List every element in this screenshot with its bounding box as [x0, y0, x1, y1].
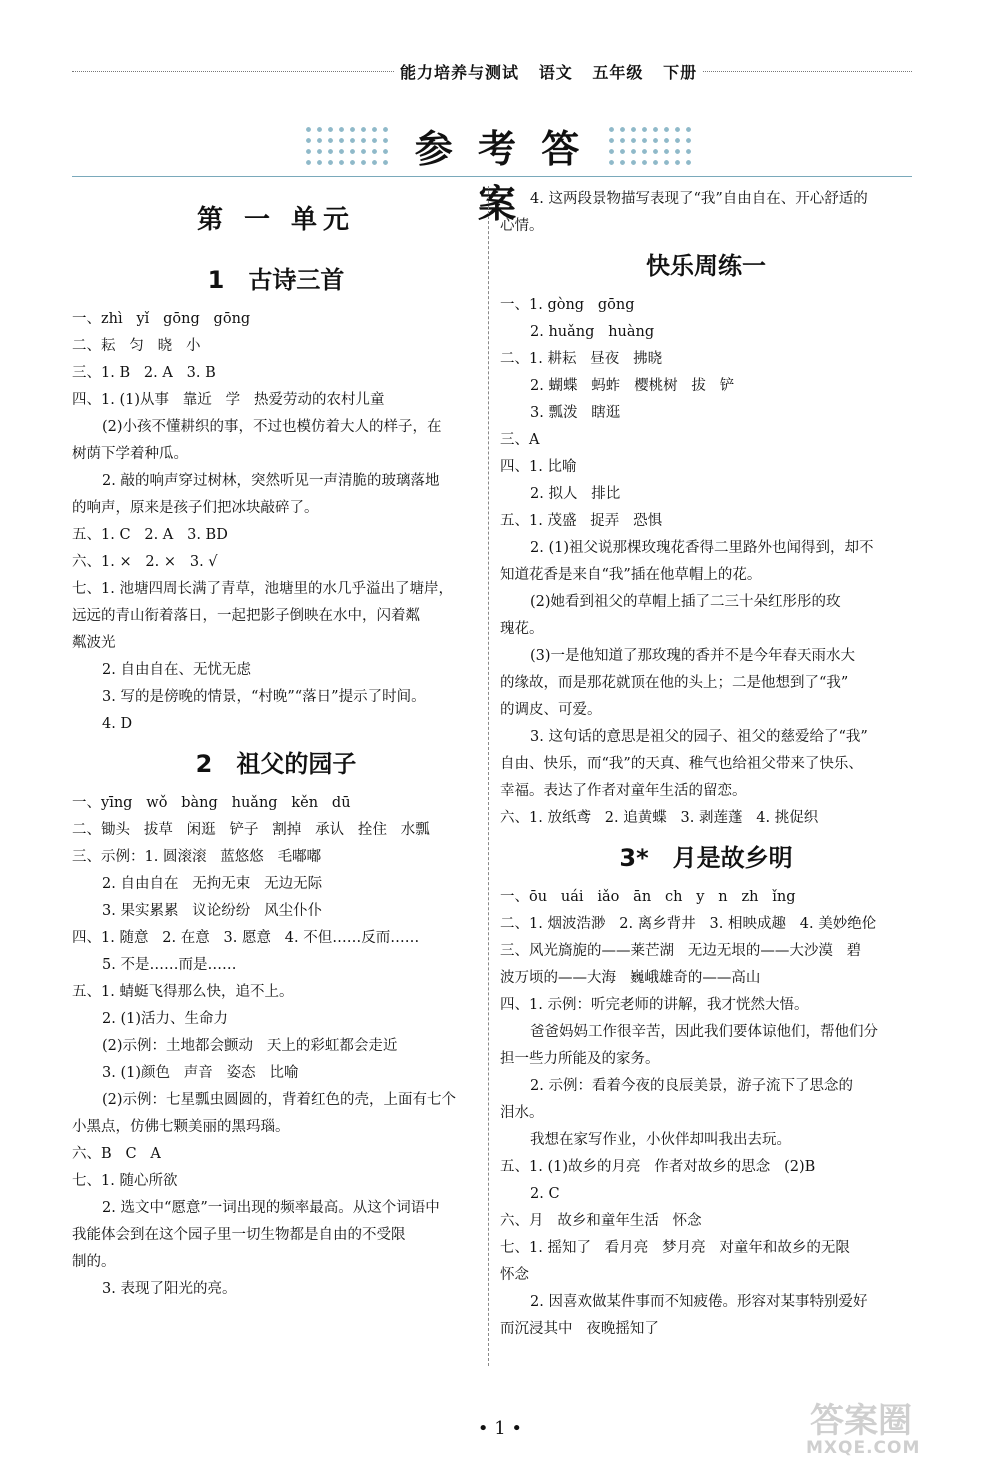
section-heading: 快乐周练一: [646, 252, 766, 280]
answer-line: 知道花香是来自“我”插在他草帽上的花。: [500, 567, 762, 583]
page-title: 参 考 答 案: [414, 127, 586, 226]
answer-line: 3. 瓢泼 瞎逛: [530, 405, 621, 421]
answer-line: 四、1. 示例：听完老师的讲解，我才恍然大悟。: [500, 997, 809, 1013]
answer-line: 六、月 故乡和童年生活 怀念: [500, 1213, 702, 1229]
answer-line: 二、1. 耕耘 昼夜 拂晓: [500, 351, 663, 367]
column-divider: [488, 186, 489, 1366]
answer-line: 爸爸妈妈工作很辛苦，因此我们要体谅他们，帮他们分: [530, 1024, 878, 1040]
title-rule: [72, 176, 912, 177]
answer-line: 怀念: [500, 1267, 529, 1283]
answer-line: 三、1. B 2. A 3. B: [72, 365, 216, 381]
answer-line: 五、1. 茂盛 捉弄 恐惧: [500, 513, 663, 529]
answer-line: 5. 不是……而是……: [102, 957, 237, 973]
answer-line: 四、1. (1)从事 靠近 学 热爱劳动的农村儿童: [72, 392, 385, 408]
answer-line: 2. C: [530, 1186, 560, 1202]
answer-line: 4. D: [102, 716, 133, 732]
answer-line: 2. 拟人 排比: [530, 486, 621, 502]
answer-line: 3. 果实累累 议论纷纷 风尘仆仆: [102, 903, 323, 919]
answer-line: 我能体会到在这个园子里一切生物都是自由的不受限: [72, 1227, 406, 1243]
section-heading: 2 祖父的园子: [195, 750, 357, 778]
right-column: [500, 186, 912, 1343]
answer-line: 4. 这两段景物描写表现了“我”自由自在、开心舒适的: [530, 191, 868, 207]
answer-line: 五、1. 蜻蜓飞得那么快，追不上。: [72, 984, 294, 1000]
answer-line: 一、yīng wǒ bàng huǎng kěn dū: [72, 795, 351, 811]
answer-line: 的缘故，而是那花就顶在他的头上；二是他想到了“我”: [500, 675, 849, 691]
answer-line: 七、1. 池塘四周长满了青草，池塘里的水几乎溢出了塘岸，: [72, 581, 453, 597]
answer-line: (2)她看到祖父的草帽上插了二三十朵红彤彤的玫: [530, 594, 841, 610]
answer-line: 粼波光: [72, 635, 116, 651]
answer-line: 二、锄头 拔草 闲逛 铲子 割掉 承认 拴住 水瓢: [72, 822, 430, 838]
answer-line: 2. 因喜欢做某件事而不知疲倦。形容对某事特别爱好: [530, 1294, 868, 1310]
answer-line: 而沉浸其中 夜晚摇知了: [500, 1321, 659, 1337]
answer-line: 3. 表现了阳光的亮。: [102, 1281, 237, 1297]
answer-line: 六、1. 放纸鸢 2. 追黄蝶 3. 剥莲蓬 4. 挑促织: [500, 810, 819, 826]
answer-line: 三、示例：1. 圆滚滚 蓝悠悠 毛嘟嘟: [72, 849, 322, 865]
answer-line: 2. 蝴蝶 蚂蚱 樱桃树 拔 铲: [530, 378, 735, 394]
answer-line: (3)一是他知道了那玫瑰的香并不是今年春天雨水大: [530, 648, 856, 664]
decorative-dots-right: [606, 124, 696, 168]
answer-line: 制的。: [72, 1254, 116, 1270]
answer-line: 我想在家写作业，小伙伴却叫我出去玩。: [530, 1132, 791, 1148]
answer-line: 自由、快乐，而“我”的天真、稚气也给祖父带来了快乐、: [500, 756, 863, 772]
answer-line: 2. 敲的响声穿过树林，突然听见一声清脆的玻璃落地: [102, 473, 440, 489]
header-text: 能力培养与测试 语文 五年级 下册: [394, 60, 703, 83]
answer-line: 3. (1)颜色 声音 姿态 比喻: [102, 1065, 299, 1081]
answer-line: 四、1. 比喻: [500, 459, 577, 475]
answer-line: 三、A: [500, 432, 540, 448]
answer-line: 七、1. 随心所欲: [72, 1173, 178, 1189]
answer-line: 瑰花。: [500, 621, 544, 637]
decorative-dots-left: [303, 124, 393, 168]
answer-line: 波万顷的——大海 巍峨雄奇的——高山: [500, 970, 761, 986]
answer-line: 2. huǎng huàng: [530, 324, 655, 340]
answer-line: 一、zhì yǐ gōng gōng: [72, 311, 251, 327]
answer-line: 2. (1)祖父说那棵玫瑰花香得二里路外也闻得到，却不: [530, 540, 874, 556]
running-header: [72, 60, 912, 84]
answer-line: 的响声，原来是孩子们把冰块敲碎了。: [72, 500, 319, 516]
section-heading: 1 古诗三首: [207, 266, 345, 294]
watermark: [806, 1401, 921, 1458]
watermark-url: MXQE.COM: [806, 1438, 921, 1458]
answer-line: 二、耘 匀 晓 小: [72, 338, 201, 354]
answer-line: 小黑点，仿佛七颗美丽的黑玛瑙。: [72, 1119, 290, 1135]
answer-line: 六、1. × 2. × 3. √: [72, 554, 218, 570]
answer-line: 三、风光旖旎的——莱芒湖 无边无垠的——大沙漠 碧: [500, 943, 862, 959]
answer-line: (2)小孩不懂耕织的事，不过也模仿着大人的样子，在: [102, 419, 442, 435]
answer-line: 心情。: [500, 218, 544, 234]
answer-line: 2. 自由自在、无忧无虑: [102, 662, 251, 678]
answer-line: 2. 示例：看着今夜的良辰美景，游子流下了思念的: [530, 1078, 853, 1094]
answer-line: 树荫下学着种瓜。: [72, 446, 188, 462]
answer-line: 3. 这句话的意思是祖父的园子、祖父的慈爱给了“我”: [530, 729, 868, 745]
answer-line: 一、ōu uái iǎo ān ch y n zh ǐng: [500, 889, 796, 905]
answer-line: 的调皮、可爱。: [500, 702, 602, 718]
answer-line: 四、1. 随意 2. 在意 3. 愿意 4. 不但……反而……: [72, 930, 420, 946]
answer-line: 泪水。: [500, 1105, 544, 1121]
answer-line: 幸福。表达了作者对童年生活的留恋。: [500, 783, 747, 799]
section-heading: 3* 月是故乡明: [619, 844, 793, 872]
answer-line: 二、1. 烟波浩渺 2. 离乡背井 3. 相映成趣 4. 美妙绝伦: [500, 916, 877, 932]
answer-line: 五、1. C 2. A 3. BD: [72, 527, 228, 543]
answer-line: 2. 选文中“愿意”一词出现的频率最高。从这个词语中: [102, 1200, 440, 1216]
answer-line: 六、B C A: [72, 1146, 161, 1162]
answer-line: 五、1. (1)故乡的月亮 作者对故乡的思念 (2)B: [500, 1159, 816, 1175]
answer-line: 一、1. gòng gōng: [500, 297, 635, 313]
watermark-logo: 答案圈: [810, 1401, 912, 1441]
answer-line: 3. 写的是傍晚的情景，“村晚”“落日”提示了时间。: [102, 689, 426, 705]
unit-heading: 第 一 单元: [196, 205, 356, 235]
answer-line: 担一些力所能及的家务。: [500, 1051, 660, 1067]
left-column: [72, 186, 480, 1303]
answer-line: 2. (1)活力、生命力: [102, 1011, 228, 1027]
answer-line: 远远的青山衔着落日，一起把影子倒映在水中，闪着粼: [72, 608, 420, 624]
answer-line: 2. 自由自在 无拘无束 无边无际: [102, 876, 323, 892]
answer-line: 七、1. 摇知了 看月亮 梦月亮 对童年和故乡的无限: [500, 1240, 850, 1256]
answer-line: (2)示例：土地都会颤动 天上的彩虹都会走近: [102, 1038, 398, 1054]
answer-line: (2)示例：七星瓢虫圆圆的，背着红色的壳，上面有七个: [102, 1092, 457, 1108]
page-number: • 1 •: [477, 1418, 523, 1439]
